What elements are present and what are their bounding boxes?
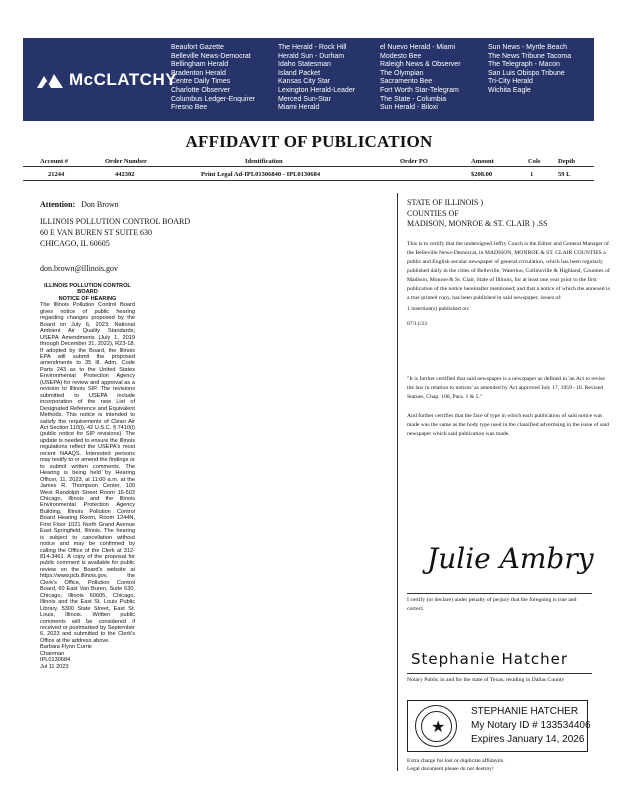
paper-name: The Telegraph - Macon [488, 61, 560, 69]
typeface-paragraph: And further certifies that the face of type in which each publication of said notice was made was the same as the body type used in the classified advertising in the issue of said newspaper which said publication was made. [407, 412, 610, 437]
state-line: COUNTIES OF [407, 208, 459, 218]
paper-name: Modesto Bee [380, 52, 422, 60]
editor-signature: Julie Ambry [427, 542, 594, 575]
state-line: MADISON, MONROE & ST. CLAIR ) .SS [407, 219, 548, 228]
paper-name: The Herald - Rock Hill [278, 44, 347, 51]
insertions-line: 1 insertion(s) published on: [407, 305, 470, 312]
paper-column-3 [380, 44, 461, 113]
paper-name: Island Packet [278, 69, 321, 77]
paper-name: Miami Herald [278, 104, 320, 112]
notary-stamp-text [471, 705, 591, 747]
email-address: don.brown@illinois.gov [40, 264, 119, 273]
paper-name: Sacramento Bee [380, 78, 433, 86]
header-identification: Identification [245, 158, 283, 165]
paper-name: San Luis Obispo Tribune [488, 69, 565, 77]
paper-column-1 [171, 44, 255, 113]
paper-name: Herald Sun - Durham [278, 52, 345, 60]
paper-name: Charlotte Observer [171, 86, 231, 94]
stamp-id: My Notary ID # 133534406 [471, 720, 591, 731]
paper-column-2 [278, 44, 355, 113]
signature-line [407, 673, 592, 674]
notary-seal-inner [421, 711, 452, 742]
notary-seal [415, 705, 457, 747]
affidavit-footer [407, 757, 505, 773]
mcclatchy-logo [37, 70, 177, 90]
paper-name: Beaufort Gazette [171, 44, 224, 51]
notice-heading: BOARD [77, 289, 98, 296]
paper-name: Columbus Ledger-Enquirer [171, 95, 256, 103]
address-line: CHICAGO, IL 60605 [40, 239, 110, 248]
legal-notice-clipping [40, 283, 135, 670]
affidavit-column [407, 198, 612, 439]
stamp-expires: Expires January 14, 2026 [471, 734, 585, 745]
signature-line [407, 593, 592, 594]
notice-heading: NOTICE OF HEARING [58, 295, 117, 302]
certification-paragraph: This is to certify that the undersigned Jeffry Couch is the Editor and General Manager of the Belleville News-Democrat, in MADISON, MONROE & ST. CLAIR COUNTIES a public and English secular newspaper of general circulation, which has been regularly published daily in the cities of Belleville, Waterloo, Collinsville & Highland, Counties of Madison, Monroe & St. Clair, State of Illinois, for at least one year prior to the first publication of the notice hereinafter mentioned; and that a notice of which the annexed is a true printed copy, has been published in said newspaper, issues of: [407, 240, 610, 301]
notary-signature: Stephanie Hatcher [411, 650, 569, 668]
cell-identification: Print Legal Ad-IPL01306840 - IPL0130684 [201, 171, 321, 178]
header-order-number: Order Number [105, 158, 147, 165]
cell-cols: 1 [530, 171, 534, 178]
paper-name: Fort Worth Star-Telegram [380, 86, 459, 94]
paper-name: Belleville News-Democrat [171, 52, 251, 60]
paper-name: Tri-City Herald [488, 78, 533, 86]
notice-signoff: Jul 11 2023 [40, 663, 69, 670]
star-icon: ★ [431, 719, 446, 736]
address-line: ILLINOIS POLLUTION CONTROL BOARD [40, 217, 191, 226]
paper-name: Lexington Herald-Leader [278, 86, 356, 94]
attention-name: Don Brown [81, 200, 119, 209]
paper-name: Wichita Eagle [488, 86, 531, 94]
attention-line [40, 200, 119, 209]
paper-name: Kansas City Star [278, 78, 331, 86]
paper-name: el Nuevo Herald - Miami [380, 44, 456, 51]
order-table-header [23, 157, 594, 167]
publication-date: 07/11/23 [407, 320, 428, 327]
paper-name: Bellingham Herald [171, 61, 229, 69]
attention-label: Attention: [40, 200, 76, 209]
logo-text: McCLATCHY [69, 70, 178, 89]
paper-name: The Olympian [380, 69, 424, 77]
paper-name: Fresno Bee [171, 104, 208, 112]
column-divider [397, 193, 398, 771]
header-cols: Cols [528, 158, 541, 165]
notice-signoff: Barbara Flynn Currie [40, 644, 92, 651]
paper-name: The News Tribune Tacoma [488, 52, 572, 60]
paper-name: Raleigh News & Observer [380, 61, 461, 69]
cell-account: 21244 [48, 171, 65, 178]
header-account: Account # [40, 158, 68, 165]
paper-name: Sun Herald - Biloxi [380, 104, 438, 112]
cell-depth: 59 L [558, 171, 571, 178]
paper-name: Bradenton Herald [171, 69, 226, 77]
statute-paragraph: "It is further certified that said newspaper is a newspaper as defined in 'an Act to revise the law in relation to notices' as amended by Act approved July 17, 1959 - Ill. Revised Statues, Chap. 100, Para. 1 & 5." [407, 375, 605, 400]
paper-name: Sun News - Myrtle Beach [488, 44, 567, 51]
notary-statement: Notary Public in and for the state of Texas, residing in Dallas County [407, 677, 565, 683]
header-depth: Depth [558, 158, 575, 165]
paper-name: Idaho Statesman [278, 61, 331, 69]
notice-heading: ILLINOIS POLLUTION CONTROL [44, 283, 131, 289]
header-amount: Amount [471, 158, 494, 165]
paper-name: The State - Columbia [380, 95, 447, 103]
cell-amount: $208.00 [471, 171, 493, 178]
address-line: 60 E VAN BUREN ST SUITE 630 [40, 228, 153, 237]
notary-stamp [407, 700, 591, 752]
cell-order-number: 442302 [115, 171, 135, 178]
order-table-row [23, 170, 594, 181]
header-order-po: Order PO [400, 158, 428, 165]
footer-note: Extra charge for lost or duplicate affidavits. [407, 758, 505, 764]
notice-signoff: Chairman [40, 650, 65, 657]
footer-note: Legal document please do not destroy! [407, 766, 494, 772]
notice-body: The Illinois Pollution Control Board gives notice of public hearing regarding changes proposed by the Board on July 6, 2023: National Ambient Air Quality Standards; USEPA Amendments (July 1, 2019 through December 31, 2022), R23-18. If adopted by the Board, the Illinois EPA will submit the proposed amendments to 35 Ill. Adm. Code Parts 243 as to the United States Environmental Protection Agency (USEPA) for review and approval as a revision to Illinois SIP. The revisions submitted to USEPA include incorporation of the new List of Designated Reference and Equivalent Methods. This notice is intended to satisfy the requirements of Clean Air Act Section 110(l), 42 U.S.C. § 7410(l) (public notice for SIP revisions). The update is needed to ensure the Illinois regulations reflect the USEPA's most recent NAAQS. Interested persons may testify to or amend the findings or to submit written comments. The Hearing is being held by Hearing Officer, 11, 2023, at 11:00 a.m. at the James R. Thompson Center, 100 West Randolph Street Room 16-503 Chicago, Illinois and the Illinois Environmental Protection Agency Building, Illinois Pollution Control Board Hearing Room, Room 1244N, First Floor 1021 North Grand Avenue East Springfield, Illinois. The hearing is subject to cancellation without notice and may be confirmed by calling the Office of the Clerk at 312-814-3461. A copy of the proposal for public comment is available for public review on the Board's website at https://www.pcb.illinois.gov, the Clerk's Office, Pollution Control Board, 60 East Van Buren, Suite 630, Chicago, Illinois 60605, Chicago, Illinois and the East St. Louis Public Library, 5300 State Street, East St. Louis, Illinois. Written public comments will be considered if received or postmarked by September 6, 2023 and submitted to the Clerk's Office at the address above. [40, 302, 135, 644]
notice-signoff: IPL0130684 [40, 657, 71, 664]
publisher-banner [23, 38, 594, 121]
paper-name: Centre Daily Times [171, 78, 231, 86]
paper-name: Merced Sun-Star [278, 95, 331, 103]
document-title: AFFIDAVIT OF PUBLICATION [185, 132, 433, 151]
state-line: STATE OF ILLINOIS ) [407, 198, 484, 207]
mailing-address [40, 216, 190, 249]
state-heading [407, 198, 612, 230]
mcclatchy-logo-icon [37, 72, 63, 88]
perjury-statement: I certify (or declare) under penalty of perjury that the foregoing is true and correct. [407, 597, 577, 612]
paper-column-4 [488, 44, 571, 96]
stamp-name: STEPHANIE HATCHER [471, 706, 579, 717]
